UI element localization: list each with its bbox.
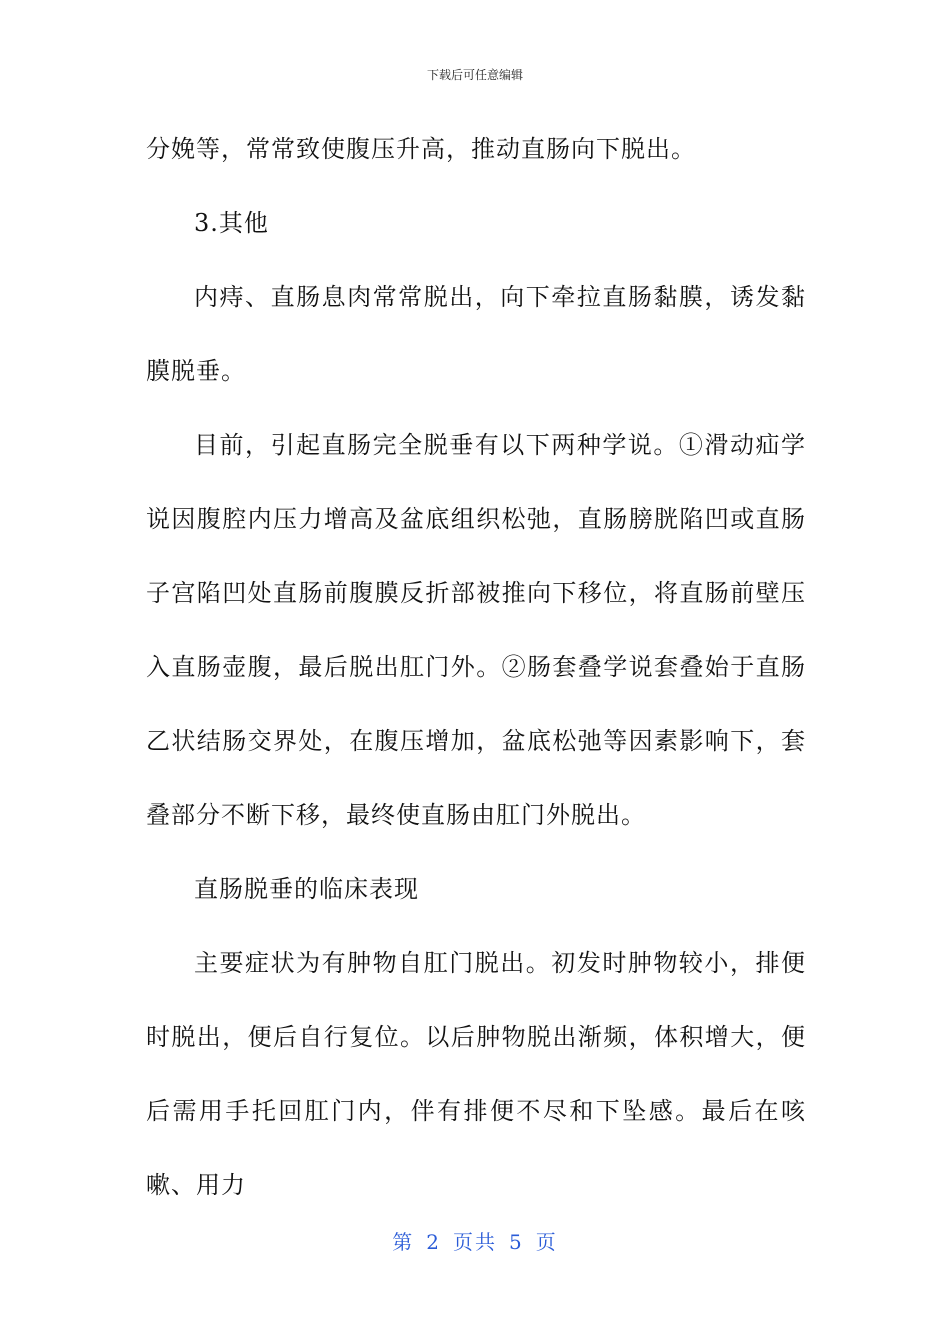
section-heading-other: 3.其他	[194, 209, 269, 237]
paragraph-theories: 目前，引起直肠完全脱垂有以下两种学说。①滑动疝学说因腹腔内压力增高及盆底组织松弛，直肠膀胱陷凹或直肠子宫陷凹处直肠前腹膜反折部被推向下移位，将直肠前壁压入直肠壶腹，最后脱出肛门外。②肠套叠学说套叠始于直肠乙状结肠交界处，在腹压增加，盆底松弛等因素影响下，套叠部分不断下移，最终使直肠由肛门外脱出。	[146, 431, 806, 829]
footer-suffix: 页	[535, 1230, 558, 1254]
page-number-footer	[0, 1226, 950, 1255]
paragraph-symptoms: 主要症状为有肿物自肛门脱出。初发时肿物较小，排便时脱出，便后自行复位。以后肿物脱出渐频，体积增大，便后需用手托回肛门内，伴有排便不尽和下坠感。最后在咳嗽、用力	[146, 949, 806, 1199]
footer-prefix: 第	[392, 1230, 415, 1254]
paragraph-continuation: 分娩等，常常致使腹压升高，推动直肠向下脱出。	[146, 135, 696, 163]
footer-current-page: 2	[426, 1230, 441, 1254]
footer-middle: 页共	[453, 1230, 497, 1254]
footer-total-pages: 5	[509, 1230, 524, 1254]
paragraph-hemorrhoids: 内痔、直肠息肉常常脱出，向下牵拉直肠黏膜，诱发黏膜脱垂。	[146, 283, 806, 385]
document-body	[146, 112, 806, 1222]
page-header-note: 下载后可任意编辑	[426, 68, 523, 82]
section-heading-clinical: 直肠脱垂的临床表现	[194, 875, 419, 903]
